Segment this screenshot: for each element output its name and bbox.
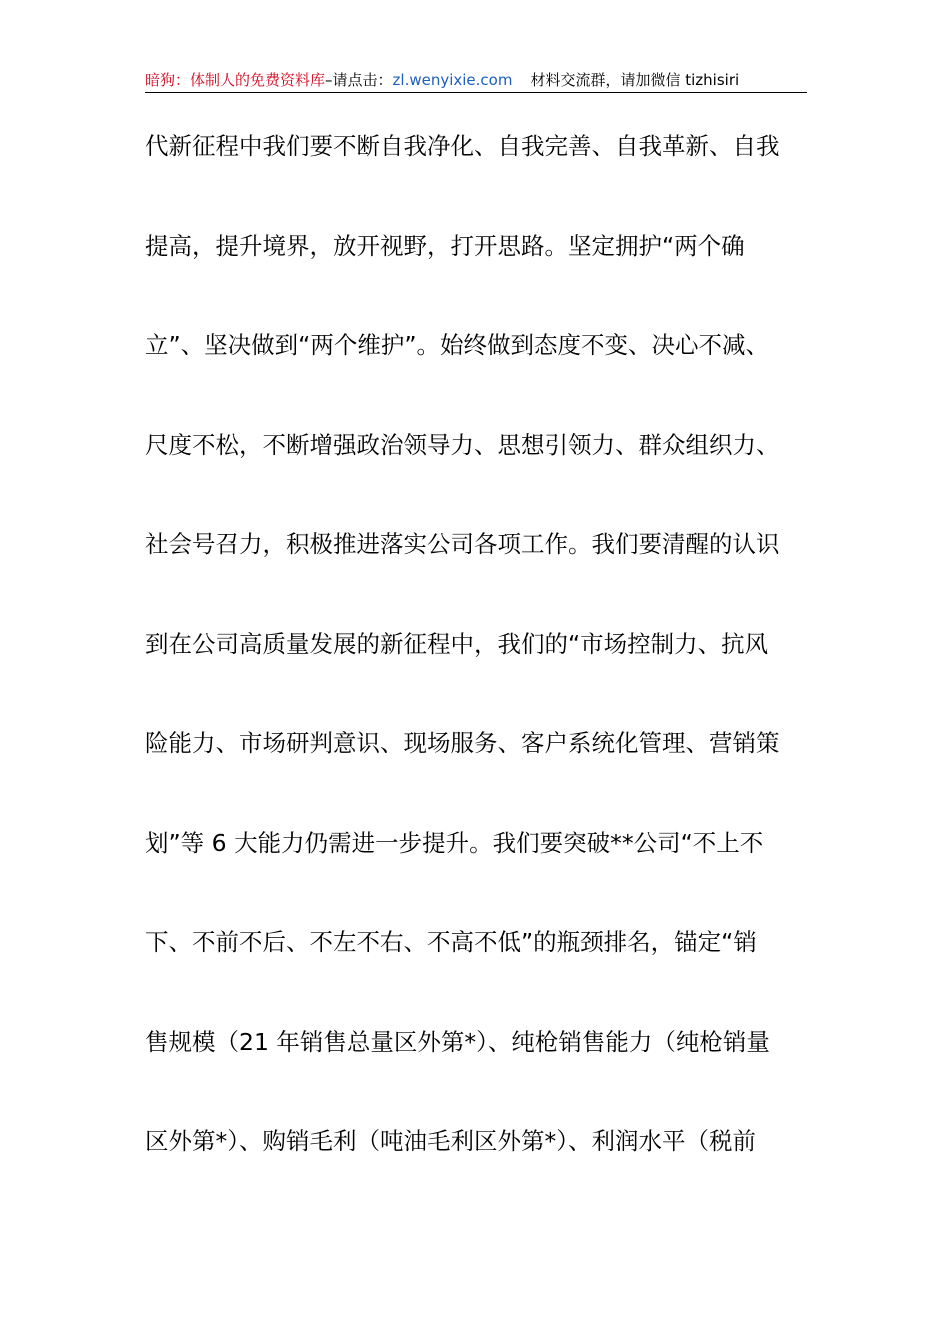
text-line: 下、不前不后、不左不右、不高不低”的瓶颈排名，锚定“销 bbox=[145, 928, 757, 956]
text-line: 社会号召力，积极推进落实公司各项工作。我们要清醒的认识 bbox=[145, 530, 780, 558]
text-line: 到在公司高质量发展的新征程中，我们的“市场控制力、抗风 bbox=[145, 629, 769, 658]
header-brand: 暗狗：体制人的免费资料库 bbox=[145, 71, 326, 89]
header-note: 材料交流群，请加微信 tizhisiri bbox=[530, 71, 740, 89]
text-line: 提高，提升境界，放开视野，打开思路。坚定拥护“两个确 bbox=[145, 231, 745, 260]
text-line: 尺度不松，不断增强政治领导力、思想引领力、群众组织力、 bbox=[145, 430, 780, 459]
text-line: 售规模（21 年销售总量区外第*）、纯枪销售能力（纯枪销量 bbox=[145, 1027, 770, 1056]
text-line: 区外第*）、购销毛利（吨油毛利区外第*）、利润水平（税前 bbox=[145, 1127, 756, 1155]
header-prompt: –请点击： bbox=[325, 71, 393, 89]
text-line: 代新征程中我们要不断自我净化、自我完善、自我革新、自我 bbox=[145, 132, 780, 160]
page-header bbox=[145, 68, 807, 93]
header-link[interactable]: zl.wenyixie.com bbox=[392, 71, 513, 89]
text-line: 立”、坚决做到“两个维护”。始终做到态度不变、决心不减、 bbox=[145, 331, 770, 359]
text-line: 险能力、市场研判意识、现场服务、客户系统化管理、营销策 bbox=[145, 729, 780, 757]
text-line: 划”等 6 大能力仍需进一步提升。我们要突破**公司“不上不 bbox=[145, 828, 764, 857]
document-body bbox=[145, 120, 825, 1215]
